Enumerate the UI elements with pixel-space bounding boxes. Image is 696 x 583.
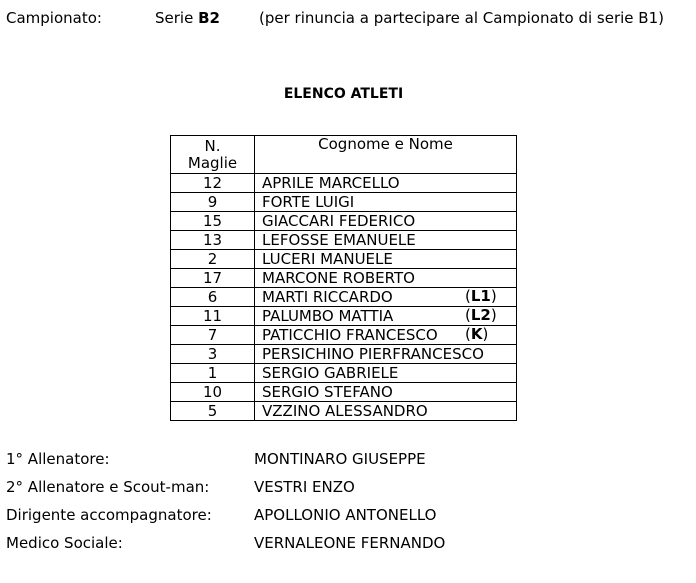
athlete-name-cell [255, 250, 517, 269]
table-row [171, 288, 517, 307]
athlete-name: GIACCARI FEDERICO [262, 211, 416, 230]
jersey-number: 6 [171, 288, 255, 307]
table-row [171, 269, 517, 288]
athlete-name: APRILE MARCELLO [262, 173, 400, 192]
athlete-name-cell [255, 212, 517, 231]
table-row [171, 174, 517, 193]
series-value [155, 9, 220, 27]
role-code: L1 [470, 287, 491, 305]
athlete-name: LEFOSSE EMANUELE [262, 230, 416, 249]
athlete-name-cell [255, 402, 517, 421]
athlete-name: FORTE LUIGI [262, 192, 355, 211]
jersey-number: 9 [171, 193, 255, 212]
table-row [171, 193, 517, 212]
athlete-name: LUCERI MANUELE [262, 249, 393, 268]
column-header-number: N. Maglie [171, 136, 255, 174]
page-title: ELENCO ATLETI [283, 86, 404, 102]
role-code: K [470, 325, 483, 343]
athlete-name-cell [255, 269, 517, 288]
jersey-number: 17 [171, 269, 255, 288]
table-row [171, 383, 517, 402]
staff-role-label: Dirigente accompagnatore: [6, 506, 212, 524]
athlete-name: SERGIO GABRIELE [262, 363, 399, 382]
table-row [171, 250, 517, 269]
athlete-name-cell [255, 231, 517, 250]
campionato-label: Campionato: [6, 9, 102, 27]
table-row [171, 307, 517, 326]
athletes-table [170, 135, 517, 421]
staff-member-name: MONTINARO GIUSEPPE [254, 450, 426, 468]
role-badge: (L1) [465, 287, 497, 305]
athlete-name: PERSICHINO PIERFRANCESCO [262, 344, 484, 363]
staff-role-label: Medico Sociale: [6, 534, 123, 552]
athlete-name: PALUMBO MATTIA [262, 306, 394, 325]
jersey-number: 2 [171, 250, 255, 269]
athlete-name-cell [255, 364, 517, 383]
series-code: B2 [198, 9, 220, 27]
athlete-name: MARTI RICCARDO [262, 287, 393, 306]
table-row [171, 212, 517, 231]
jersey-number: 11 [171, 307, 255, 326]
table-header-row [171, 136, 517, 174]
jersey-number: 12 [171, 174, 255, 193]
athlete-name-cell [255, 174, 517, 193]
athlete-name: SERGIO STEFANO [262, 382, 393, 401]
jersey-number: 7 [171, 326, 255, 345]
athlete-name: VZZINO ALESSANDRO [262, 401, 428, 420]
athlete-name-cell [255, 383, 517, 402]
table-row [171, 364, 517, 383]
jersey-number: 3 [171, 345, 255, 364]
athletes-table-body [171, 174, 517, 421]
role-badge: (L2) [465, 306, 497, 324]
series-prefix: Serie [155, 9, 199, 27]
table-row [171, 402, 517, 421]
staff-role-label: 2° Allenatore e Scout-man: [6, 478, 210, 496]
jersey-number: 10 [171, 383, 255, 402]
staff-member-name: VERNALEONE FERNANDO [254, 534, 446, 552]
table-row [171, 231, 517, 250]
jersey-number: 5 [171, 402, 255, 421]
role-code: L2 [470, 306, 491, 324]
athlete-name-cell [255, 345, 517, 364]
athlete-name-cell [255, 288, 517, 307]
table-row [171, 326, 517, 345]
athlete-name-cell [255, 326, 517, 345]
staff-member-name: APOLLONIO ANTONELLO [254, 506, 437, 524]
staff-member-name: VESTRI ENZO [254, 478, 355, 496]
jersey-number: 15 [171, 212, 255, 231]
role-badge: (K) [465, 325, 489, 343]
athlete-name: MARCONE ROBERTO [262, 268, 415, 287]
column-header-name: Cognome e Nome [255, 136, 517, 174]
athlete-name: PATICCHIO FRANCESCO [262, 325, 438, 344]
jersey-number: 13 [171, 231, 255, 250]
jersey-number: 1 [171, 364, 255, 383]
table-row [171, 345, 517, 364]
athlete-name-cell [255, 193, 517, 212]
athlete-name-cell [255, 307, 517, 326]
staff-role-label: 1° Allenatore: [6, 450, 110, 468]
series-note: (per rinuncia a partecipare al Campionato di serie B1) [259, 9, 664, 27]
